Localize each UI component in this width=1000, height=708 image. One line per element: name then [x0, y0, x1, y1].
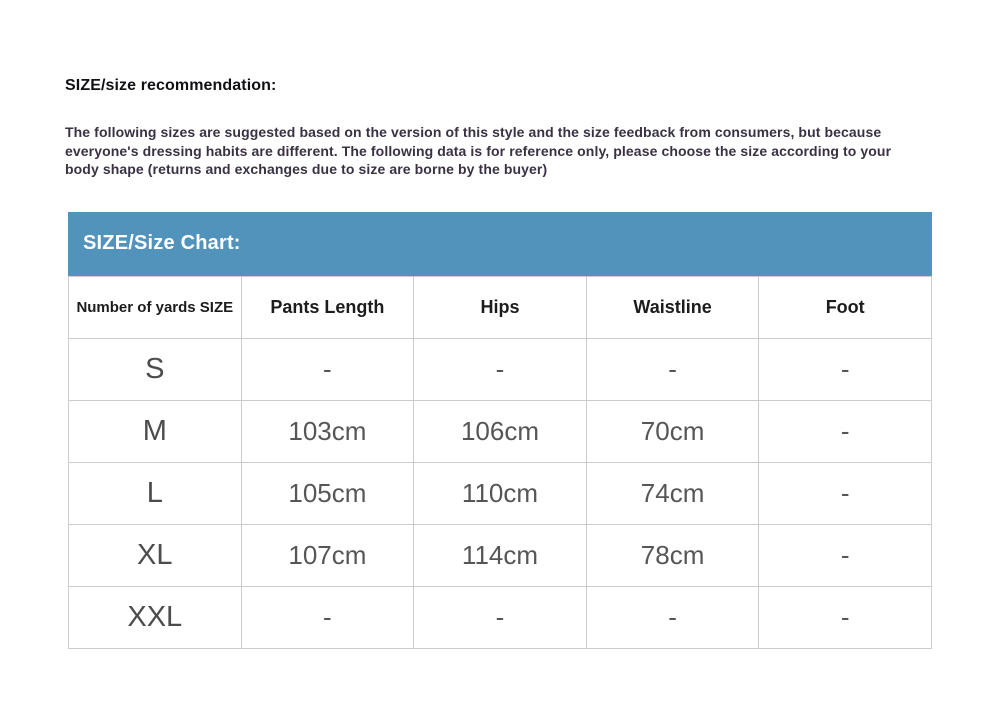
foot-value: - [759, 524, 932, 586]
waistline-value: - [586, 338, 759, 400]
hips-value: - [414, 338, 587, 400]
column-header-waistline: Waistline [586, 276, 759, 338]
size-chart-header-row [69, 276, 932, 338]
foot-value: - [759, 462, 932, 524]
size-label: M [69, 400, 242, 462]
foot-value: - [759, 338, 932, 400]
table-row-m [69, 400, 932, 462]
hips-value: 110cm [414, 462, 587, 524]
column-header-size: Number of yards SIZE [69, 276, 242, 338]
size-chart-title-bar [68, 212, 932, 276]
hips-value: - [414, 586, 587, 648]
foot-value: - [759, 400, 932, 462]
size-label: XXL [69, 586, 242, 648]
table-row-xxl [69, 586, 932, 648]
size-recommendation-paragraph: The following sizes are suggested based on the version of this style and the size feedback from consumers, but because everyone's dressing habits are different. The following data is for reference only, please choose the size according to your body shape (returns and exchanges due to size are borne by the buyer) [65, 124, 892, 177]
waistline-value: 78cm [586, 524, 759, 586]
size-label: S [69, 338, 242, 400]
waistline-value: 74cm [586, 462, 759, 524]
size-label: L [69, 462, 242, 524]
table-row-l [69, 462, 932, 524]
size-chart-title: SIZE/Size Chart: [83, 232, 241, 254]
column-header-pants-length: Pants Length [241, 276, 414, 338]
size-label: XL [69, 524, 242, 586]
table-row-s [69, 338, 932, 400]
hips-value: 106cm [414, 400, 587, 462]
column-header-hips: Hips [414, 276, 587, 338]
waistline-value: - [586, 586, 759, 648]
pants-length-value: - [241, 586, 414, 648]
hips-value: 114cm [414, 524, 587, 586]
foot-value: - [759, 586, 932, 648]
pants-length-value: - [241, 338, 414, 400]
table-row-xl [69, 524, 932, 586]
pants-length-value: 107cm [241, 524, 414, 586]
pants-length-value: 105cm [241, 462, 414, 524]
size-recommendation-heading: SIZE/size recommendation: [65, 77, 277, 94]
column-header-foot: Foot [759, 276, 932, 338]
pants-length-value: 103cm [241, 400, 414, 462]
size-chart-table [68, 276, 932, 649]
waistline-value: 70cm [586, 400, 759, 462]
